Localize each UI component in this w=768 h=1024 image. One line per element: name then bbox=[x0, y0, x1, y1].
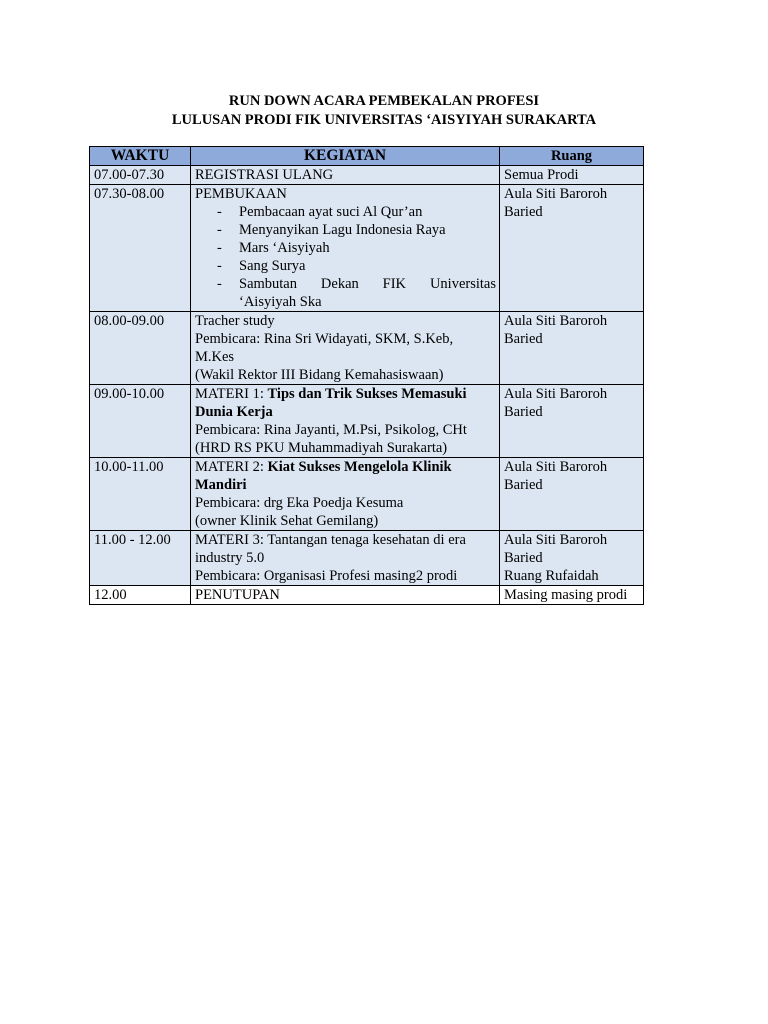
ruang-line: Aula Siti Baroroh bbox=[504, 313, 608, 329]
word: Universitas bbox=[429, 276, 496, 292]
table-row bbox=[90, 385, 644, 458]
materi-prefix: MATERI 2: bbox=[195, 459, 268, 475]
list-item-continuation: ‘Aisyiyah Ska bbox=[239, 294, 322, 310]
materi-line bbox=[195, 385, 496, 403]
list-item bbox=[217, 275, 496, 311]
table-row bbox=[90, 458, 644, 531]
table-row bbox=[90, 531, 644, 586]
ruang-line: Baried bbox=[504, 331, 543, 347]
rundown-table bbox=[89, 146, 644, 605]
cell-kegiatan bbox=[191, 312, 500, 385]
cell-ruang bbox=[500, 458, 644, 531]
list-item: - Sang Surya bbox=[217, 257, 496, 275]
cell-kegiatan bbox=[191, 185, 500, 312]
materi-title-cont: Mandiri bbox=[195, 477, 247, 493]
list-item: - Mars ‘Aisyiyah bbox=[217, 239, 496, 257]
table-row bbox=[90, 312, 644, 385]
cell-ruang bbox=[500, 312, 644, 385]
cell-waktu: 10.00-11.00 bbox=[90, 458, 191, 531]
cell-waktu: 07.00-07.30 bbox=[90, 166, 191, 185]
word: Dekan bbox=[320, 276, 359, 292]
ruang-line: Baried bbox=[504, 204, 543, 220]
list-item: - Pembacaan ayat suci Al Qur’an bbox=[217, 203, 496, 221]
list-item: - Menyanyikan Lagu Indonesia Raya bbox=[217, 221, 496, 239]
kegiatan-line: Tracher study bbox=[195, 313, 275, 329]
cell-kegiatan: PENUTUPAN bbox=[191, 586, 500, 605]
table-header-row bbox=[90, 147, 644, 166]
pembicara-line: Pembicara: drg Eka Poedja Kesuma bbox=[195, 495, 404, 511]
kegiatan-line: (Wakil Rektor III Bidang Kemahasiswaan) bbox=[195, 367, 444, 383]
cell-waktu: 07.30-08.00 bbox=[90, 185, 191, 312]
cell-ruang: Masing masing prodi bbox=[500, 586, 644, 605]
affiliation-line: (HRD RS PKU Muhammadiyah Surakarta) bbox=[195, 440, 448, 456]
title-line-2: LULUSAN PRODI FIK UNIVERSITAS ‘AISYIYAH SURAKARTA bbox=[171, 112, 597, 128]
ruang-line: Baried bbox=[504, 477, 543, 493]
kegiatan-line: M.Kes bbox=[195, 349, 235, 365]
table-row bbox=[90, 586, 644, 605]
pembicara-line: Pembicara: Rina Jayanti, M.Psi, Psikolog, CHt bbox=[195, 422, 467, 438]
header-ruang: Ruang bbox=[500, 147, 644, 166]
materi-line bbox=[195, 458, 496, 476]
affiliation-line: (owner Klinik Sehat Gemilang) bbox=[195, 513, 379, 529]
ruang-line: Baried bbox=[504, 550, 543, 566]
cell-waktu: 09.00-10.00 bbox=[90, 385, 191, 458]
justified-line bbox=[239, 275, 496, 293]
ruang-line: Ruang Rufaidah bbox=[504, 568, 599, 584]
kegiatan-line: industry 5.0 bbox=[195, 550, 265, 566]
materi-title: Tips dan Trik Sukses Memasuki bbox=[267, 386, 467, 402]
materi-title: Kiat Sukses Mengelola Klinik bbox=[267, 459, 452, 475]
cell-ruang bbox=[500, 185, 644, 312]
document-title bbox=[0, 92, 768, 130]
table-row bbox=[90, 166, 644, 185]
ruang-line: Aula Siti Baroroh bbox=[504, 186, 608, 202]
cell-ruang: Semua Prodi bbox=[500, 166, 644, 185]
cell-kegiatan: REGISTRASI ULANG bbox=[191, 166, 500, 185]
word: FIK bbox=[382, 276, 407, 292]
cell-kegiatan bbox=[191, 385, 500, 458]
kegiatan-line: Pembicara: Organisasi Profesi masing2 prodi bbox=[195, 568, 458, 584]
cell-ruang bbox=[500, 385, 644, 458]
word: - Sambutan bbox=[239, 276, 297, 292]
kegiatan-line: MATERI 3: Tantangan tenaga kesehatan di era bbox=[195, 532, 466, 548]
cell-kegiatan bbox=[191, 458, 500, 531]
ruang-line: Aula Siti Baroroh bbox=[504, 532, 608, 548]
cell-waktu: 08.00-09.00 bbox=[90, 312, 191, 385]
kegiatan-heading: PEMBUKAAN bbox=[195, 186, 287, 202]
cell-kegiatan bbox=[191, 531, 500, 586]
ruang-line: Aula Siti Baroroh bbox=[504, 386, 608, 402]
cell-ruang bbox=[500, 531, 644, 586]
ruang-line: Aula Siti Baroroh bbox=[504, 459, 608, 475]
ruang-line: Baried bbox=[504, 404, 543, 420]
kegiatan-line: Pembicara: Rina Sri Widayati, SKM, S.Keb, bbox=[195, 331, 454, 347]
table-row bbox=[90, 185, 644, 312]
cell-waktu: 11.00 - 12.00 bbox=[90, 531, 191, 586]
cell-waktu: 12.00 bbox=[90, 586, 191, 605]
header-waktu: WAKTU bbox=[90, 147, 191, 166]
title-line-1: RUN DOWN ACARA PEMBEKALAN PROFESI bbox=[228, 93, 540, 109]
header-kegiatan: KEGIATAN bbox=[191, 147, 500, 166]
opening-items-list bbox=[195, 203, 496, 311]
materi-prefix: MATERI 1: bbox=[195, 386, 268, 402]
materi-title-cont: Dunia Kerja bbox=[195, 404, 273, 420]
